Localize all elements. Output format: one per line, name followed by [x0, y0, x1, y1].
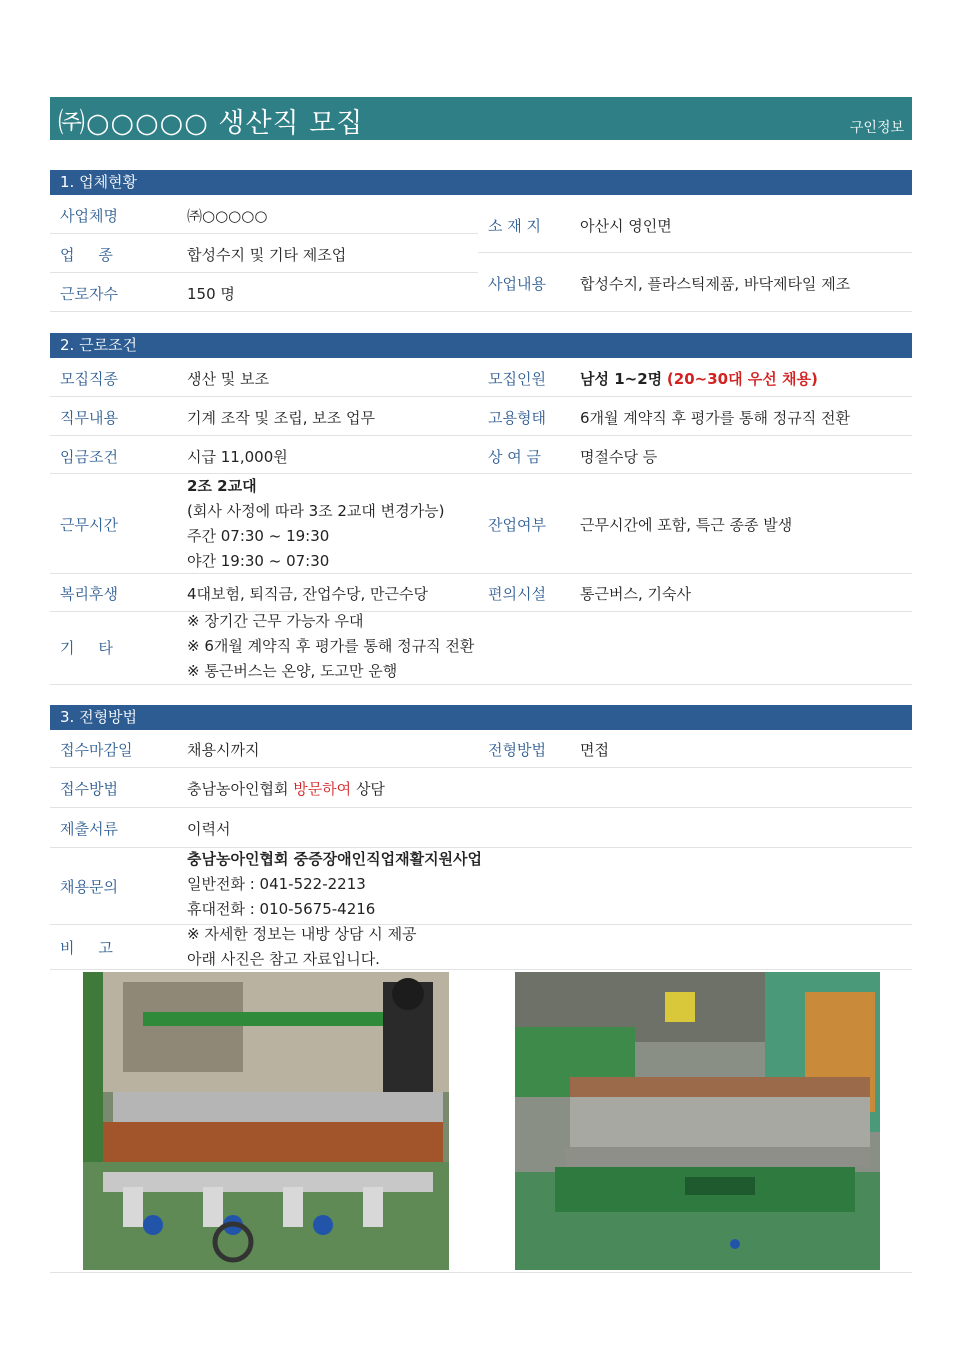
overtime-label: 잔업여부 [488, 516, 546, 534]
apply-highlight: 방문하여 [293, 780, 352, 798]
facility-label: 편의시설 [488, 585, 546, 603]
industry-label: 업 종 [60, 246, 113, 264]
docs-label: 제출서류 [60, 820, 118, 838]
category-tag: 구인정보 [849, 120, 904, 136]
company-name-label: 사업체명 [60, 207, 118, 225]
industry-value: 합성수지 및 기타 제조업 [187, 246, 347, 264]
apply-text: 상담 [351, 780, 385, 798]
row-contact [50, 848, 912, 925]
apply-text: 충남농아인협회 [187, 780, 294, 798]
row-wage [50, 436, 912, 474]
section-conditions-header: 2. 근로조건 [50, 333, 912, 358]
employment-label: 고용형태 [488, 409, 546, 427]
row-docs [50, 808, 912, 848]
company-name-value: ㈜○○○○○ [187, 207, 268, 225]
workers-value: 150 명 [187, 285, 235, 303]
business-label: 사업내용 [488, 275, 546, 293]
method-label: 전형방법 [488, 741, 546, 759]
contact-label: 채용문의 [60, 878, 118, 896]
contact-line: 휴대전화 : 010-5675-4216 [187, 900, 376, 918]
row-deadline [50, 730, 912, 768]
row-hours [50, 474, 912, 574]
apply-label: 접수방법 [60, 780, 118, 798]
page-title: ㈜○○○○○ 생산직 모집 [58, 108, 364, 139]
location-value: 아산시 영인면 [580, 217, 672, 235]
section-company-header: 1. 업체현황 [50, 170, 912, 195]
hours-value [187, 474, 445, 574]
row-company-name [50, 195, 478, 234]
hours-label: 근무시간 [60, 516, 118, 534]
bonus-label: 상 여 금 [488, 448, 542, 466]
contact-value [187, 847, 482, 922]
note-label: 비 고 [60, 939, 113, 957]
etc-line: ※ 6개월 계약직 후 평가를 통해 정규직 전환 [187, 637, 475, 655]
wage-value: 시급 11,000원 [187, 448, 288, 466]
job-label: 모집직종 [60, 370, 118, 388]
overtime-value: 근무시간에 포함, 특근 종종 발생 [580, 516, 793, 534]
contact-line: 일반전화 : 041-522-2213 [187, 875, 366, 893]
method-value: 면접 [580, 741, 609, 759]
recruit-count: 남성 1~2명 [580, 370, 663, 388]
docs-value: 이력서 [187, 820, 231, 838]
recruit-label: 모집인원 [488, 370, 546, 388]
etc-label: 기 타 [60, 639, 113, 657]
employment-value: 6개월 계약직 후 평가를 통해 정규직 전환 [580, 409, 850, 427]
row-industry [50, 234, 478, 273]
hours-line: (회사 사정에 따라 3조 2교대 변경가능) [187, 502, 445, 520]
etc-line: ※ 통근버스는 온양, 도고만 운행 [187, 662, 398, 680]
bonus-value: 명절수당 등 [580, 448, 658, 466]
row-location [478, 195, 912, 253]
job-value: 생산 및 보조 [187, 370, 269, 388]
duty-value: 기계 조작 및 조립, 보조 업무 [187, 409, 375, 427]
recruit-note: (20~30대 우선 채용) [666, 370, 818, 388]
bottom-divider [50, 1272, 912, 1273]
apply-value [187, 778, 385, 799]
duty-label: 직무내용 [60, 409, 118, 427]
row-duty [50, 397, 912, 436]
recruit-value [580, 368, 818, 389]
welfare-value: 4대보험, 퇴직금, 잔업수당, 만근수당 [187, 585, 429, 603]
row-welfare [50, 574, 912, 612]
welfare-label: 복리후생 [60, 585, 118, 603]
row-business [478, 253, 912, 312]
etc-line: ※ 장기간 근무 가능자 우대 [187, 612, 364, 630]
row-note [50, 925, 912, 970]
facility-value: 통근버스, 기숙사 [580, 585, 691, 603]
deadline-label: 접수마감일 [60, 741, 133, 759]
row-job [50, 358, 912, 397]
hours-line: 야간 19:30 ~ 07:30 [187, 552, 330, 570]
floor-tile-pallet-photo [515, 972, 880, 1270]
note-line: 아래 사진은 참고 자료입니다. [187, 950, 380, 968]
page-banner [50, 97, 912, 140]
wage-label: 임금조건 [60, 448, 118, 466]
deadline-value: 채용시까지 [187, 741, 260, 759]
hours-line: 2조 2교대 [187, 477, 257, 495]
business-value: 합성수지, 플라스틱제품, 바닥제타일 제조 [580, 275, 851, 293]
section-selection-header: 3. 전형방법 [50, 705, 912, 730]
note-value [187, 922, 417, 972]
row-etc [50, 612, 912, 685]
location-label: 소 재 지 [488, 217, 542, 235]
row-apply [50, 768, 912, 808]
note-line: ※ 자세한 정보는 내방 상담 시 제공 [187, 925, 417, 943]
contact-line: 충남농아인협회 중증장애인직업재활지원사업 [187, 850, 483, 868]
factory-machine-photo [83, 972, 449, 1270]
etc-value [187, 609, 474, 684]
row-workers [50, 273, 478, 312]
workers-label: 근로자수 [60, 285, 118, 303]
hours-line: 주간 07:30 ~ 19:30 [187, 527, 330, 545]
